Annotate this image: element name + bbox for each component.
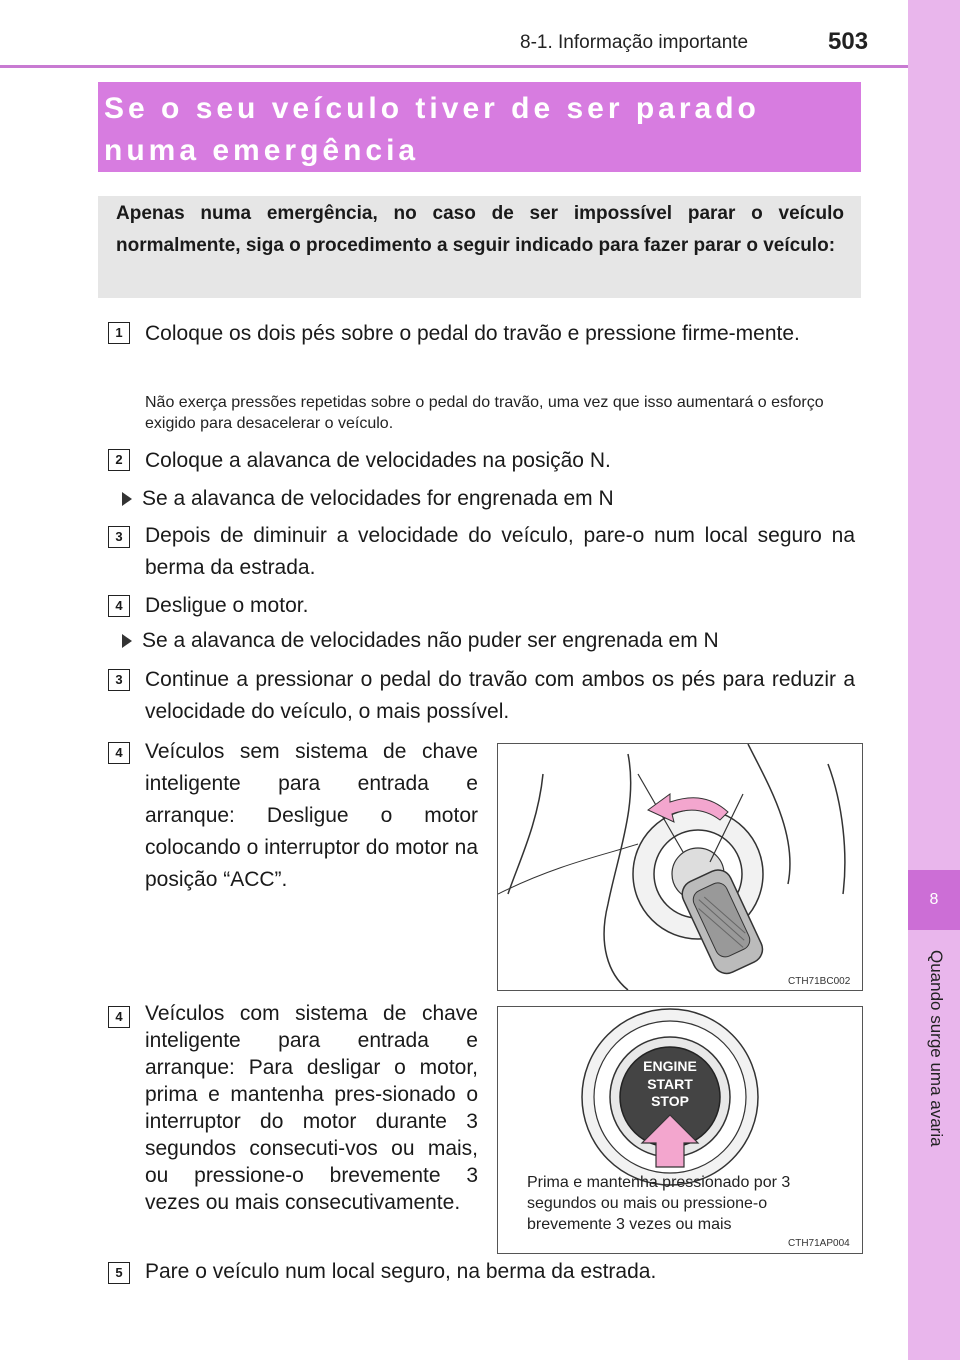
page-number: 503 (828, 28, 869, 55)
step-text: Coloque os dois pés sobre o pedal do travão e pressione firme-mente. (145, 322, 800, 345)
step-number: 4 (108, 1006, 130, 1028)
intro-text: Apenas numa emergência, no caso de ser impossível parar o veículo normalmente, siga o procedimento a seguir indicado para fazer parar o veículo: (116, 203, 844, 256)
step-number: 1 (108, 322, 130, 344)
chapter-number: 8 (908, 870, 960, 930)
figure-code: CTH71BC002 (788, 976, 851, 987)
step-number: 4 (108, 595, 130, 617)
step-number: 3 (108, 669, 130, 691)
triangle-bullet-icon (122, 634, 132, 648)
step-number: 5 (108, 1262, 130, 1284)
step-text: Desligue o motor. (145, 594, 309, 617)
step-text: Veículos sem sistema de chave inteligente para entrada e arranque: Desligue o motor colocando o interruptor do motor na posição “ACC”. (145, 740, 478, 891)
figure-code: CTH71AP004 (788, 1238, 850, 1249)
step-text: Depois de diminuir a velocidade do veículo, pare-o num local seguro na berma da estrada. (145, 524, 855, 579)
step-text: Coloque a alavanca de velocidades na posição N. (145, 449, 611, 472)
section-header: 8-1. Informação importante (520, 32, 749, 53)
step-number: 3 (108, 526, 130, 548)
header-rule (0, 65, 908, 68)
condition-line (122, 484, 852, 514)
figure-caption: Prima e mantenha pressionado por 3 segundos ou mais ou pressione-o brevemente 3 vezes ou mais (527, 1174, 791, 1233)
step-text: Veículos com sistema de chave inteligente para entrada e arranque: Para desligar o motor, prima e mantenha pres-sionado o interruptor do motor durante 3 segundos consecuti-vos ou mais, ou pressione-o brevemente 3 vezes ou mais consecutivamente. (145, 1002, 478, 1214)
chapter-title: Quando surge uma avaria (927, 950, 946, 1147)
engine-label: ENGINE (643, 1058, 697, 1074)
step-note: Não exerça pressões repetidas sobre o pedal do travão, uma vez que isso aumentará o esforço exigido para desacelerar o veículo. (145, 394, 824, 432)
step-number: 4 (108, 742, 130, 764)
step-text: Continue a pressionar o pedal do travão com ambos os pés para reduzir a velocidade do veículo, o mais possível. (145, 668, 855, 723)
step-text: Pare o veículo num local seguro, na berma da estrada. (145, 1260, 657, 1283)
page-title: Se o seu veículo tiver de ser parado numa emergência (104, 92, 760, 167)
stop-label: STOP (651, 1093, 689, 1109)
triangle-bullet-icon (122, 492, 132, 506)
condition-text: Se a alavanca de velocidades não puder ser engrenada em N (142, 629, 719, 652)
condition-line (122, 626, 852, 656)
step-number: 2 (108, 449, 130, 471)
ignition-key-figure (497, 743, 863, 991)
ignition-key-illustration (498, 744, 862, 990)
start-label: START (647, 1076, 693, 1092)
condition-text: Se a alavanca de velocidades for engrenada em N (142, 487, 614, 510)
